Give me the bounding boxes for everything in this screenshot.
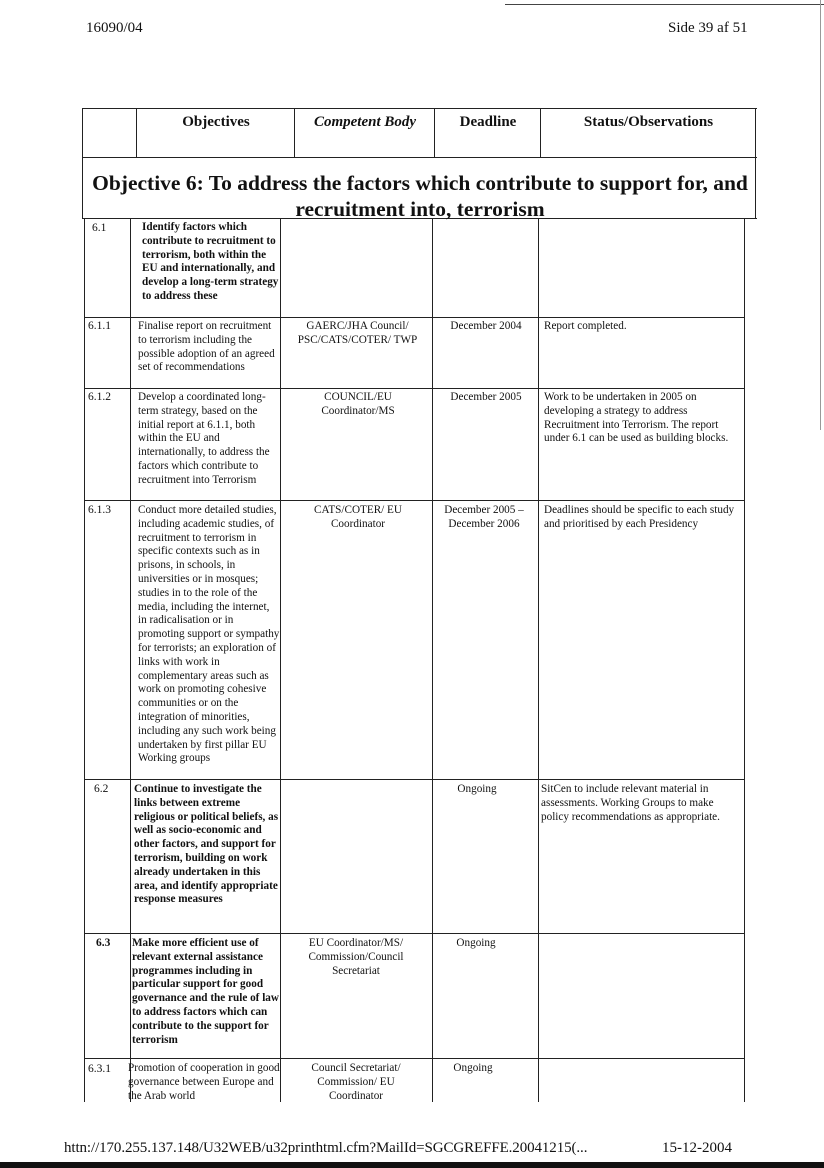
header-deadline: Deadline bbox=[459, 114, 517, 130]
page-number: Side 39 af 51 bbox=[668, 20, 748, 36]
row-objective: Finalise report on recruitment to terrorism including the possible adoption of an agreed set of recommendations bbox=[138, 320, 275, 374]
header-status: Status/Observations bbox=[583, 114, 714, 130]
row-objective: Identify factors which contribute to recruitment to terrorism, both within the EU and internationally, and develop a long-term strategy to address these bbox=[142, 221, 279, 302]
row-deadline: December 2004 bbox=[450, 320, 522, 332]
row-objective: Conduct more detailed studies, including academic studies, of recruitment to terrorism in specific contexts such as in prisons, in schools, in universities or in mosques; studies in to the role of the media, including the internet, in radicalisation or in promoting support or sympathy for terrorists; an exploration of links with work in complementary areas such as work on promoting cohesive communities or on the integration of minorities, including any such work being undertaken by first pillar EU Working groups bbox=[138, 504, 280, 765]
grid-line bbox=[136, 108, 137, 158]
row-number: 6.2 bbox=[94, 783, 109, 795]
row-competent-body: GAERC/JHA Council/ PSC/CATS/COTER/ TWP bbox=[297, 320, 418, 346]
grid-line bbox=[82, 157, 757, 158]
document-number: 16090/04 bbox=[86, 20, 143, 36]
grid-line bbox=[280, 218, 281, 1102]
top-edge-line bbox=[505, 4, 824, 5]
row-deadline: Ongoing bbox=[453, 1062, 493, 1074]
grid-line bbox=[540, 108, 541, 158]
row-status: Report completed. bbox=[544, 320, 627, 332]
row-competent-body: Council Secretariat/ Commission/ EU Coordinator bbox=[311, 1062, 401, 1102]
row-deadline: December 2005 bbox=[450, 391, 522, 403]
row-number: 6.1.2 bbox=[88, 391, 111, 403]
objective-banner: Objective 6: To address the factors which contribute to support for, and recruitment into, terrorism bbox=[92, 171, 748, 221]
grid-line bbox=[84, 500, 745, 501]
grid-line bbox=[84, 218, 85, 1102]
row-status: Deadlines should be specific to each study and prioritised by each Presidency bbox=[544, 504, 735, 530]
row-deadline: December 2005 – December 2006 bbox=[444, 504, 524, 530]
row-status: Work to be undertaken in 2005 on developing a strategy to address Recruitment into Terrorism. The report under 6.1 can be used as building blocks. bbox=[544, 391, 729, 445]
scan-bottom-edge bbox=[0, 1162, 824, 1168]
row-objective: Make more efficient use of relevant external assistance programmes including in particular support for good governance and the rule of law to address factors which can contribute to the support for terrorism bbox=[132, 937, 279, 1046]
grid-line bbox=[84, 317, 745, 318]
row-deadline: Ongoing bbox=[457, 783, 497, 795]
grid-line bbox=[432, 218, 433, 1102]
row-competent-body: COUNCIL/EU Coordinator/MS bbox=[321, 391, 395, 417]
grid-line bbox=[130, 218, 131, 1102]
row-competent-body: CATS/COTER/ EU Coordinator bbox=[314, 504, 402, 530]
row-number: 6.3 bbox=[96, 937, 111, 949]
grid-line bbox=[294, 108, 295, 158]
row-number: 6.3.1 bbox=[88, 1063, 111, 1075]
grid-line bbox=[84, 1058, 745, 1059]
grid-line bbox=[82, 108, 83, 218]
row-objective: Promotion of cooperation in good governance between Europe and the Arab world bbox=[128, 1062, 280, 1102]
row-competent-body: EU Coordinator/MS/ Commission/Council Secretariat bbox=[308, 937, 404, 977]
row-objective: Continue to investigate the links between extreme religious or political beliefs, as well as socio-economic and other factors, and support for terrorism, building on work already undertaken in this area, and identify appropriate response measures bbox=[134, 783, 279, 906]
footer-url: httn://170.255.137.148/U32WEB/u32printhtml.cfm?MailId=SGCGREFFE.20041215(... bbox=[64, 1140, 588, 1156]
grid-line bbox=[84, 933, 745, 934]
grid-line bbox=[744, 218, 745, 1102]
row-objective: Develop a coordinated long-term strategy, based on the initial report at 6.1.1, both within the EU and internationally, to address the factors which contribute to recruitment into Terrorism bbox=[138, 391, 270, 486]
row-deadline: Ongoing bbox=[456, 937, 496, 949]
row-number: 6.1.1 bbox=[88, 320, 111, 332]
header-objectives: Objectives bbox=[182, 114, 250, 130]
grid-line bbox=[538, 218, 539, 1102]
grid-line bbox=[82, 108, 757, 109]
grid-line bbox=[434, 108, 435, 158]
footer-date: 15-12-2004 bbox=[662, 1140, 732, 1156]
row-number: 6.1.3 bbox=[88, 504, 111, 516]
header-competent-body: Competent Body bbox=[313, 114, 417, 130]
row-status: SitCen to include relevant material in assessments. Working Groups to make policy recommendations as appropriate. bbox=[541, 783, 720, 823]
row-number: 6.1 bbox=[92, 222, 107, 234]
scan-edge-mark bbox=[820, 0, 822, 430]
grid-line bbox=[84, 779, 745, 780]
grid-line bbox=[84, 388, 745, 389]
